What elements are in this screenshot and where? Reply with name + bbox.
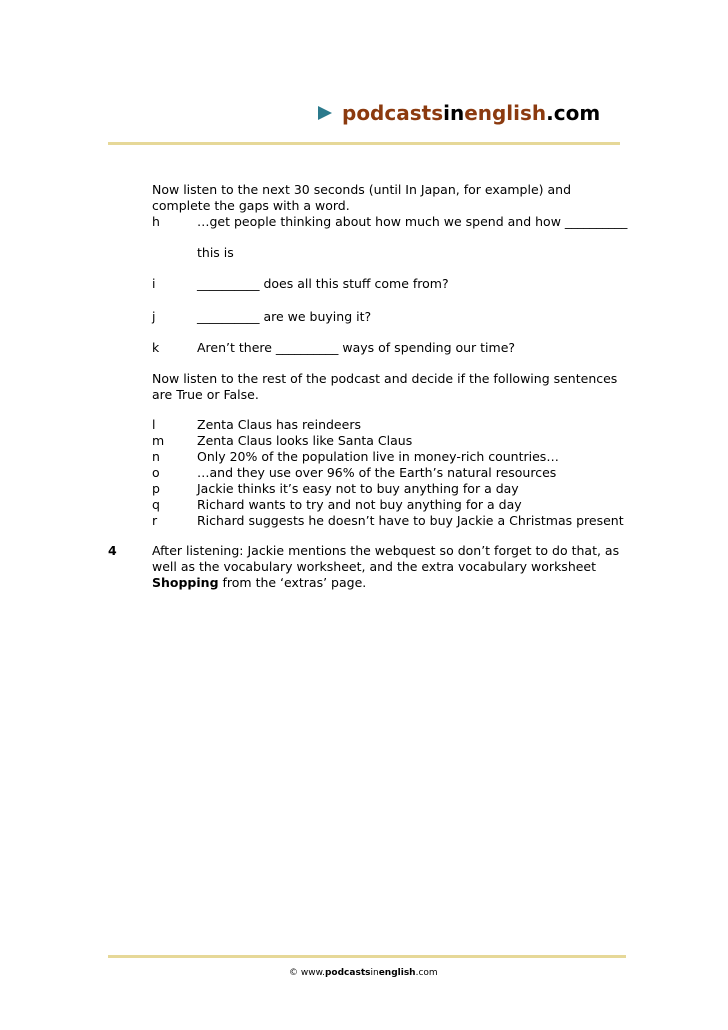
logo-part-com: .com — [546, 101, 601, 125]
tf-item-text-r: Richard suggests he doesn’t have to buy Jackie a Christmas present — [197, 513, 624, 528]
section-number-4: 4 — [108, 543, 117, 558]
tf-intro-line2: are True or False. — [152, 387, 259, 402]
tf-item-text-m: Zenta Claus looks like Santa Claus — [197, 433, 413, 448]
tf-item-letter-o: o — [152, 465, 160, 480]
footer-rule — [108, 955, 626, 958]
footer-part-english: english — [378, 968, 416, 978]
tf-item-text-q: Richard wants to try and not buy anything for a day — [197, 497, 522, 512]
tf-item-letter-p: p — [152, 481, 160, 496]
shopping-worksheet-name: Shopping — [152, 575, 219, 590]
site-logo — [342, 101, 600, 125]
footer-part-podcasts: podcasts — [324, 968, 371, 978]
logo-part-podcasts: podcasts — [342, 101, 444, 125]
section4-line2: well as the vocabulary worksheet, and the extra vocabulary worksheet — [152, 559, 597, 574]
tf-item-letter-m: m — [152, 433, 165, 448]
gaps-intro-line2: complete the gaps with a word. — [152, 198, 350, 213]
tf-item-letter-l: l — [152, 417, 156, 432]
footer-suffix: .com — [415, 968, 438, 978]
play-arrow-icon — [318, 106, 332, 120]
header-rule — [108, 142, 620, 145]
tf-item-text-p: Jackie thinks it’s easy not to buy anything for a day — [197, 481, 519, 496]
tf-item-text-l: Zenta Claus has reindeers — [197, 417, 361, 432]
gap-item-text-h: …get people thinking about how much we spend and how __________ — [197, 214, 628, 229]
gap-item-letter-j: j — [152, 309, 156, 324]
footer-copyright — [289, 968, 438, 978]
gap-item-text-i: __________ does all this stuff come from? — [197, 276, 449, 291]
logo-part-in: in — [443, 101, 465, 125]
section4-line3 — [152, 575, 366, 591]
gaps-intro-line1: Now listen to the next 30 seconds (until In Japan, for example) and — [152, 182, 572, 197]
tf-item-text-n: Only 20% of the population live in money-rich countries… — [197, 449, 559, 464]
gap-item-continuation-h: this is — [197, 245, 234, 260]
footer-part-in: in — [370, 968, 379, 978]
tf-item-letter-n: n — [152, 449, 160, 464]
logo-part-english: english — [464, 101, 547, 125]
gap-item-text-k: Aren’t there __________ ways of spending our time? — [197, 340, 516, 355]
footer-prefix: © www. — [289, 968, 325, 978]
tf-item-letter-r: r — [152, 513, 158, 528]
tf-item-letter-q: q — [152, 497, 160, 512]
gap-item-letter-i: i — [152, 276, 156, 291]
gap-item-letter-h: h — [152, 214, 160, 229]
gap-item-text-j: __________ are we buying it? — [197, 309, 372, 324]
gap-item-letter-k: k — [152, 340, 160, 355]
section4-line1: After listening: Jackie mentions the webquest so don’t forget to do that, as — [152, 543, 620, 558]
tf-intro-line1: Now listen to the rest of the podcast and decide if the following sentences — [152, 371, 618, 386]
tf-item-text-o: …and they use over 96% of the Earth’s natural resources — [197, 465, 557, 480]
section4-line3-rest: from the ‘extras’ page. — [218, 575, 367, 590]
